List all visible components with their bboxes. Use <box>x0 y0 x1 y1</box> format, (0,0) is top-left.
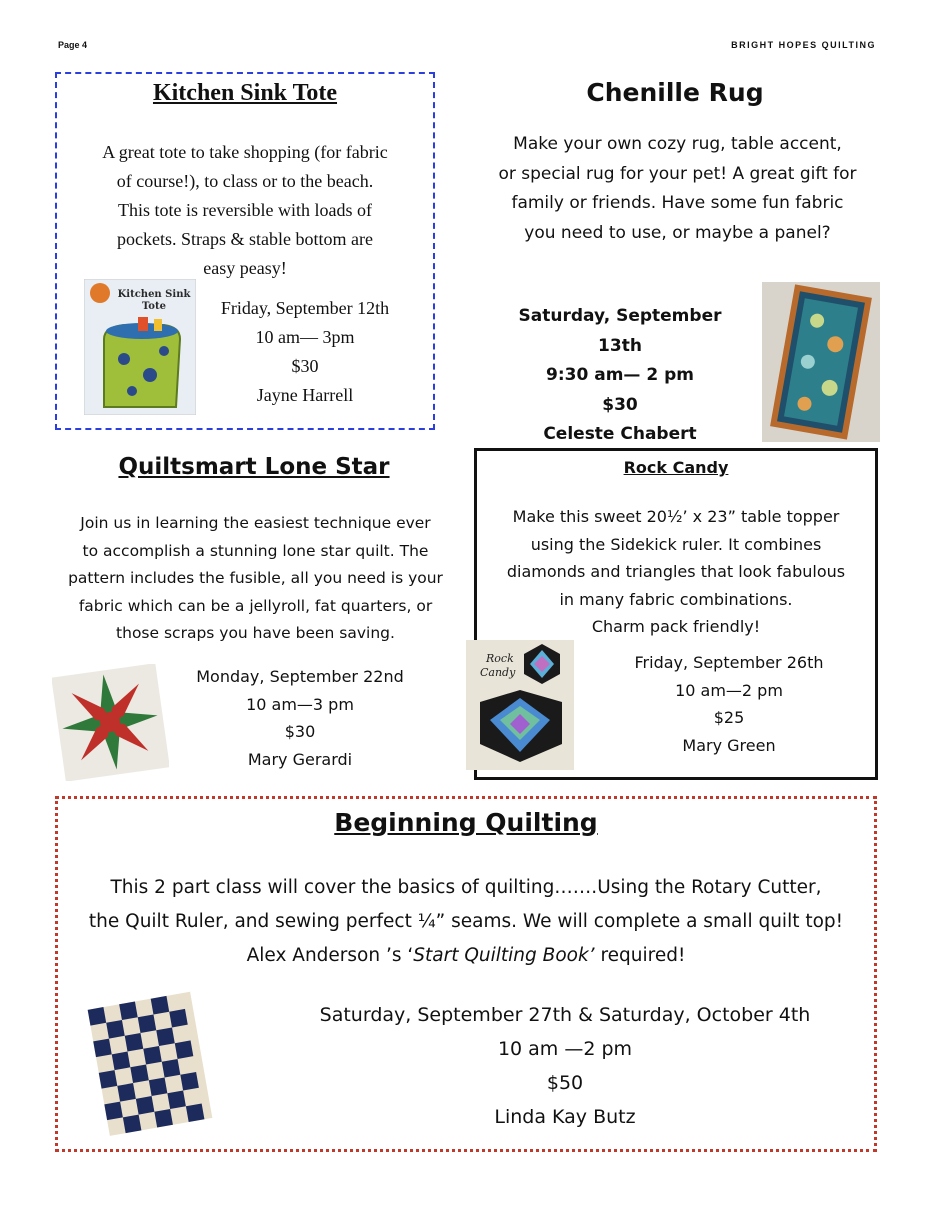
rock-candy-image-word-2: Candy <box>480 666 516 679</box>
lone-star-details <box>185 663 415 773</box>
kitchen-sink-details <box>200 294 410 410</box>
class-price: $50 <box>546 1072 584 1094</box>
rock-candy-photo <box>466 640 574 770</box>
class-time: 10 am—3 pm <box>246 694 354 714</box>
chenille-rug-details <box>505 302 735 450</box>
desc-line: diamonds and triangles that look fabulous <box>506 562 846 581</box>
class-time: 9:30 am— 2 pm <box>546 365 694 385</box>
rock-candy-title: Rock Candy <box>623 458 729 477</box>
desc-text: Alex Anderson ’s ‘ <box>246 945 414 966</box>
beginning-quilting-description <box>58 871 874 973</box>
page-number: Page 4 <box>58 40 88 50</box>
chenille-rug-photo <box>762 282 880 442</box>
desc-line: family or friends. Have some fun fabric <box>511 193 844 213</box>
desc-line: This 2 part class will cover the basics of quilting…….Using the Rotary Cutter, <box>110 877 822 898</box>
desc-line: easy peasy! <box>203 258 287 278</box>
beginning-quilting-details <box>300 998 830 1134</box>
kitchen-sink-description <box>70 138 420 283</box>
class-time: 10 am—2 pm <box>675 680 783 700</box>
class-instructor: Jayne Harrell <box>256 385 354 405</box>
beginning-quilting-title: Beginning Quilting <box>334 808 598 837</box>
class-date: Saturday, September 27th & Saturday, October 4th <box>319 1004 811 1026</box>
chenille-rug-title: Chenille Rug <box>586 78 764 107</box>
desc-line: This tote is reversible with loads of <box>118 200 372 220</box>
book-title: Start Quilting Book’ <box>413 945 595 966</box>
chenille-rug-description <box>480 130 875 248</box>
desc-line: Make your own cozy rug, table accent, <box>513 134 842 154</box>
desc-line: to accomplish a stunning lone star quilt. The <box>82 541 429 560</box>
lone-star-quilt-photo <box>52 664 169 781</box>
class-date: Friday, September 12th <box>220 298 390 318</box>
desc-line: or special rug for your pet! A great gift for <box>498 163 857 184</box>
desc-line: Charm pack friendly! <box>591 617 761 636</box>
class-price: $30 <box>291 356 319 376</box>
desc-line: pattern includes the fusible, all you need is your <box>68 569 443 587</box>
desc-line: in many fabric combinations. <box>559 589 793 609</box>
class-instructor: Mary Green <box>682 735 776 755</box>
class-price: $30 <box>602 394 638 415</box>
lone-star-title: Quiltsmart Lone Star <box>118 454 390 480</box>
kitchen-sink-tote-photo <box>84 279 196 415</box>
class-instructor: Mary Gerardi <box>247 749 353 769</box>
kitchen-sink-title: Kitchen Sink Tote <box>152 80 338 106</box>
class-instructor: Linda Kay Butz <box>494 1106 636 1128</box>
desc-line: pockets. Straps & stable bottom are <box>117 229 373 249</box>
desc-line: A great tote to take shopping (for fabric <box>102 142 388 162</box>
desc-line <box>58 939 874 973</box>
rock-candy-description <box>477 503 875 641</box>
desc-line: Make this sweet 20½’ x 23” table topper <box>512 507 840 526</box>
publication-name: BRIGHT HOPES QUILTING <box>731 40 876 50</box>
class-time: 10 am— 3pm <box>255 327 355 347</box>
class-date: Friday, September 26th <box>634 653 824 672</box>
class-time: 10 am —2 pm <box>497 1038 633 1060</box>
rock-candy-image-word-1: Rock <box>486 652 514 665</box>
desc-line: using the Sidekick ruler. It combines <box>530 534 822 554</box>
class-price: $30 <box>284 722 316 741</box>
tote-image-title-2: Tote <box>142 301 166 312</box>
rock-candy-details <box>615 649 843 759</box>
desc-line: Join us in learning the easiest technique ever <box>80 514 431 532</box>
desc-line: the Quilt Ruler, and sewing perfect ¼” seams. We will complete a small quilt top! <box>88 911 844 932</box>
tote-image-title-1: Kitchen Sink <box>117 289 191 300</box>
desc-line: of course!), to class or to the beach. <box>116 171 374 191</box>
desc-line: you need to use, or maybe a panel? <box>524 222 831 243</box>
desc-text: required! <box>594 945 686 966</box>
class-date: Saturday, September 13th <box>518 306 722 356</box>
class-price: $25 <box>713 708 745 727</box>
beginning-quilt-photo <box>84 990 214 1138</box>
desc-line: fabric which can be a jellyroll, fat quarters, or <box>78 596 433 615</box>
desc-line: those scraps you have been saving. <box>116 624 395 642</box>
class-instructor: Celeste Chabert <box>543 424 697 444</box>
class-date: Monday, September 22nd <box>196 667 404 686</box>
lone-star-description <box>58 510 453 648</box>
